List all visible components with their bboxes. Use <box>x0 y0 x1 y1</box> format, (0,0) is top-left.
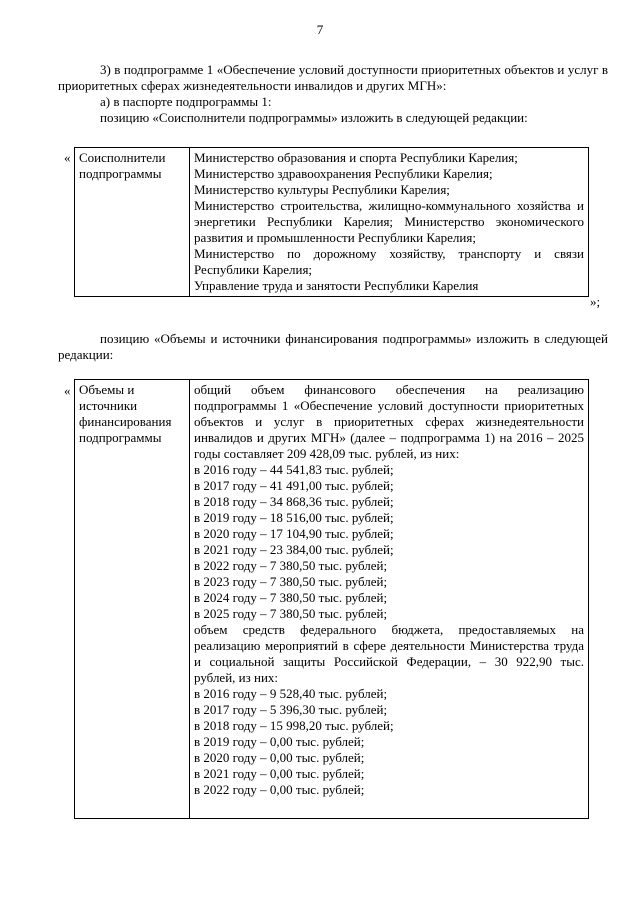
closing-quote-1: »; <box>590 294 601 309</box>
list-item: в 2017 году – 5 396,30 тыс. рублей; <box>194 702 388 717</box>
list-item: в 2016 году – 44 541,83 тыс. рублей; <box>194 462 394 477</box>
list-item: в 2019 году – 0,00 тыс. рублей; <box>194 734 365 749</box>
list-item: в 2022 году – 0,00 тыс. рублей; <box>194 782 365 797</box>
funding-table <box>74 379 589 819</box>
co-executors-label: Соисполнители подпрограммы <box>79 150 166 181</box>
federal-funding-text: объем средств федерального бюджета, предоставляемых на реализацию мероприятий в сфере деятельности Министерства труда и социальной защиты Российской Федерации, – 30 922,90 тыс. рублей, из них: <box>194 622 584 685</box>
opening-quote-2: « <box>64 383 71 398</box>
list-item: в 2017 году – 41 491,00 тыс. рублей; <box>194 478 394 493</box>
paragraph-subprogram-1: 3) в подпрограмме 1 «Обеспечение условий доступности приоритетных объектов и услуг в приоритетных сферах жизнедеятельности инвалидов и других МГН»: <box>58 62 608 93</box>
table-row <box>75 380 589 819</box>
co-executors-list-cell <box>190 148 589 297</box>
list-item: в 2022 году – 7 380,50 тыс. рублей; <box>194 558 388 573</box>
list-item: в 2023 году – 7 380,50 тыс. рублей; <box>194 574 388 589</box>
opening-quote-1: « <box>64 150 71 165</box>
paragraph-funding-instruction: позицию «Объемы и источники финансирования подпрограммы» изложить в следующей редакции: <box>58 331 608 362</box>
list-item: в 2020 году – 17 104,90 тыс. рублей; <box>194 526 394 541</box>
paragraph-co-executors-instruction: позицию «Соисполнители подпрограммы» изложить в следующей редакции: <box>100 110 528 125</box>
co-executors-label-cell <box>75 148 190 297</box>
list-item: в 2016 году – 9 528,40 тыс. рублей; <box>194 686 388 701</box>
list-item: в 2018 году – 15 998,20 тыс. рублей; <box>194 718 394 733</box>
list-item: в 2019 году – 18 516,00 тыс. рублей; <box>194 510 394 525</box>
paragraph-passport: а) в паспорте подпрограммы 1: <box>100 94 272 109</box>
co-executors-table <box>74 147 589 297</box>
list-item: Министерство по дорожному хозяйству, транспорту и связи Республики Карелия; <box>194 246 584 277</box>
list-item: в 2018 году – 34 868,36 тыс. рублей; <box>194 494 394 509</box>
list-item: в 2025 году – 7 380,50 тыс. рублей; <box>194 606 388 621</box>
funding-label: Объемы и источники финансирования подпрограммы <box>79 382 172 445</box>
list-item: в 2021 году – 23 384,00 тыс. рублей; <box>194 542 394 557</box>
list-item: Министерство строительства, жилищно-коммунального хозяйства и энергетики Республики Карелия; Министерство экономического развития и промышленности Республики Карелия; <box>194 198 584 245</box>
list-item: в 2024 году – 7 380,50 тыс. рублей; <box>194 590 388 605</box>
list-item: Управление труда и занятости Республики Карелия <box>194 278 479 293</box>
list-item: в 2021 году – 0,00 тыс. рублей; <box>194 766 365 781</box>
list-item: Министерство культуры Республики Карелия; <box>194 182 450 197</box>
page-number: 7 <box>316 22 324 37</box>
total-funding-text: общий объем финансового обеспечения на реализацию подпрограммы 1 «Обеспечение условий доступности приоритетных объектов и услуг в приоритетных сферах жизнедеятельности инвалидов и других МГН» (далее – подпрограмма 1) на 2016 – 2025 годы составляет 209 428,09 тыс. рублей, из них: <box>194 382 584 461</box>
funding-details-cell <box>190 380 589 819</box>
list-item: Министерство здравоохранения Республики Карелия; <box>194 166 493 181</box>
funding-label-cell <box>75 380 190 819</box>
table-row <box>75 148 589 297</box>
list-item: Министерство образования и спорта Республики Карелия; <box>194 150 518 165</box>
list-item: в 2020 году – 0,00 тыс. рублей; <box>194 750 365 765</box>
